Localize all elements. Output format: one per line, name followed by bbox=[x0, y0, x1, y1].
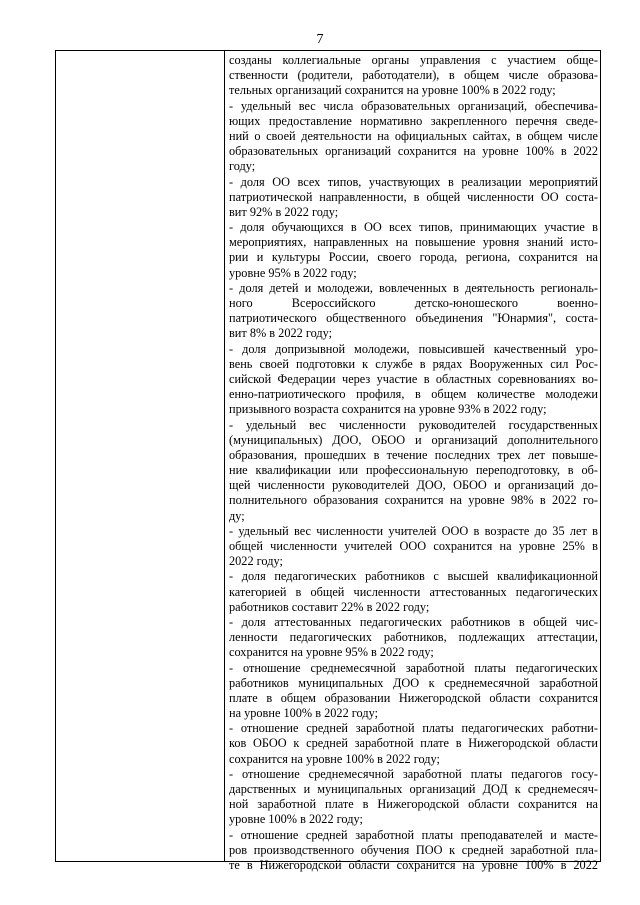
text-line: - отношение среднемесячной заработной платы педагогических bbox=[229, 660, 598, 675]
text-line: - отношение среднемесячной заработной платы педагогов госу- bbox=[229, 766, 598, 781]
text-line: плате в общем образовании Нижегородской области сохранится bbox=[229, 690, 598, 705]
text-line: образования, прошедших в течение последних трех лет повыше- bbox=[229, 447, 598, 462]
text-line: патриотического общественного объединения "Юнармия", соста- bbox=[229, 311, 598, 326]
text-line: ний о своей деятельности на официальных сайтах, в общем числе bbox=[229, 128, 598, 143]
text-line: ков ОБОО к средней заработной плате в Нижегородской области bbox=[229, 736, 598, 751]
text-line: уровне 100% в 2022 году; bbox=[229, 812, 363, 827]
text-line: - доля допризывной молодежи, повысившей качественный уро- bbox=[229, 341, 598, 356]
text-line: щей численности руководителей ДОО, ОБОО и организаций до- bbox=[229, 478, 598, 493]
text-line: - доля ОО всех типов, участвующих в реализации мероприятий bbox=[229, 174, 598, 189]
text-line: полнительного образования сохранится на уровне 98% в 2022 го- bbox=[229, 493, 598, 508]
text-line: - удельный вес численности руководителей государственных bbox=[229, 417, 598, 432]
text-line: ного Всероссийского детско-юношеского военно- bbox=[229, 296, 598, 310]
text-line: енно-патриотического профиля, в общем количестве молодежи bbox=[229, 387, 598, 402]
text-line: 2022 году; bbox=[229, 554, 283, 569]
text-line: сохранится на уровне 95% в 2022 году; bbox=[229, 645, 434, 660]
text-line: - доля педагогических работников с высшей квалификационной bbox=[229, 569, 598, 584]
text-line: - удельный вес численности учителей ООО в возрасте до 35 лет в bbox=[229, 523, 598, 538]
text-line: общей численности учителей ООО сохранится на уровне 25% в bbox=[229, 539, 598, 553]
text-line: дарственных и муниципальных организаций ДОД к среднемесяч- bbox=[229, 782, 598, 796]
text-line: категорией в общей численности аттестованных педагогических bbox=[229, 584, 598, 599]
text-line: ленности педагогических работников, подлежащих аттестации, bbox=[229, 630, 598, 645]
text-line: вит 92% в 2022 году; bbox=[229, 204, 339, 219]
text-line: работников составит 22% в 2022 году; bbox=[229, 599, 430, 614]
text-line: те в Нижегородской области сохранится на уровне 100% в 2022 bbox=[229, 857, 598, 872]
text-line: - доля детей и молодежи, вовлеченных в деятельность региональ- bbox=[229, 280, 598, 295]
text-line: - доля аттестованных педагогических работников в общей чис- bbox=[229, 614, 598, 629]
text-line: ственности (родители, работодатели), в общем числе образова- bbox=[229, 68, 598, 83]
text-line: ние квалификации или профессиональную переподготовку, в об- bbox=[229, 463, 598, 478]
text-line: образовательных организаций сохранится на уровне 100% в 2022 bbox=[229, 144, 598, 159]
text-line: ду; bbox=[229, 508, 245, 523]
text-line: вень своей подготовки к службе в рядах Вооруженных сил Рос- bbox=[229, 356, 598, 371]
text-line: патриотической направленности, в общей численности ОО соста- bbox=[229, 189, 598, 204]
text-line: уровне 95% в 2022 году; bbox=[229, 265, 357, 280]
text-line: - удельный вес числа образовательных организаций, обеспечива- bbox=[229, 98, 598, 113]
text-line: тельных организаций сохранится на уровне 100% в 2022 году; bbox=[229, 83, 556, 98]
left-column-cell bbox=[56, 51, 224, 861]
text-line: ров производственного обучения ПОО к средней заработной пла- bbox=[229, 842, 598, 857]
text-line: работников муниципальных ДОО к среднемесячной заработной bbox=[229, 675, 598, 690]
text-line: мероприятиях, направленных на повышение уровня знаний исто- bbox=[229, 235, 598, 250]
text-line: сохранится на уровне 100% в 2022 году; bbox=[229, 751, 440, 766]
text-line: - доля обучающихся в ОО всех типов, принимающих участие в bbox=[229, 220, 598, 235]
text-line: сийской Федерации через участие в областных соревнованиях во- bbox=[229, 371, 598, 386]
text-line: (муниципальных) ДОО, ОБОО и организаций дополнительного bbox=[229, 432, 598, 447]
text-line: созданы коллегиальные органы управления с участием обще- bbox=[229, 53, 598, 67]
text-column-cell bbox=[229, 53, 598, 873]
text-line: - отношение средней заработной платы педагогических работни- bbox=[229, 721, 598, 736]
text-line: на уровне 100% в 2022 году; bbox=[229, 706, 378, 721]
text-line: вит 8% в 2022 году; bbox=[229, 326, 333, 341]
page-number: 7 bbox=[316, 32, 324, 47]
column-divider bbox=[224, 51, 225, 861]
text-line: призывного возраста сохранится на уровне 93% в 2022 году; bbox=[229, 402, 547, 417]
text-line: ной заработной плате в Нижегородской области сохранится на bbox=[229, 797, 598, 812]
text-line: - отношение средней заработной платы преподавателей и масте- bbox=[229, 827, 598, 842]
content-table bbox=[55, 50, 601, 872]
text-line: ющих предоставление нормативно закрепленного перечня сведе- bbox=[229, 113, 598, 128]
text-line: году; bbox=[229, 159, 256, 174]
text-line: рии и культуры России, своего города, региона, сохранится на bbox=[229, 250, 598, 265]
